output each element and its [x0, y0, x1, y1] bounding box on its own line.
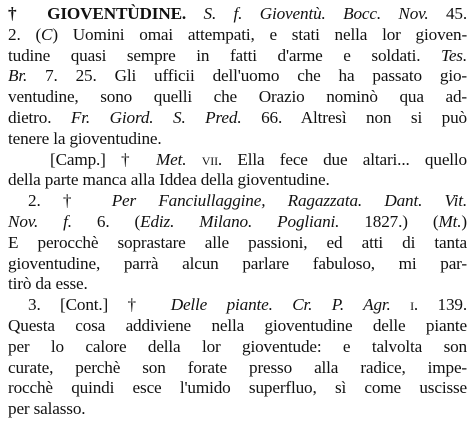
- entry-text: tudine quasi sempre in fatti d'arme e soldati.: [8, 45, 441, 65]
- entry-text: per lo calore della lor gioventude: e talvolta son: [8, 336, 467, 356]
- entry-text: 6. (: [71, 211, 141, 231]
- entry-line: [8, 108, 467, 129]
- entry-text: vii.: [186, 149, 238, 169]
- citation-text: Met.: [155, 149, 187, 169]
- entry-line: [8, 295, 467, 316]
- entry-line: [8, 46, 467, 67]
- entry-text: i.: [390, 295, 438, 315]
- entry-line: [8, 170, 467, 191]
- entry-line: [8, 87, 467, 108]
- entry-text: ) Uomini omai attempati, e stati nella lor gioven-: [52, 24, 468, 44]
- entry-text: 139.: [437, 295, 467, 315]
- entry-text: 3. [Cont.] †: [28, 295, 171, 315]
- entry-line: [8, 66, 467, 87]
- entry-text: 66. Altresì non si può: [241, 107, 467, 127]
- entry-line: [8, 129, 467, 150]
- entry-line: [8, 150, 467, 171]
- citation-text: Delle piante. Cr. P. Agr.: [170, 295, 391, 315]
- entry-line: [8, 399, 467, 420]
- citation-text: Nov. f.: [8, 211, 72, 231]
- entry-text: della parte manca alla Iddea della gioventudine.: [8, 170, 330, 190]
- citation-text: C: [41, 24, 53, 44]
- entry-text: 7. 25. Gli ufficii dell'uomo che ha passato gio-: [27, 66, 467, 86]
- entry-text: tirò da esse.: [8, 274, 88, 294]
- headword: † GIOVENTÙDINE.: [8, 4, 187, 23]
- citation-text: Br.: [8, 66, 28, 86]
- entry-line: [8, 378, 467, 399]
- entry-text: 45.: [428, 4, 468, 23]
- entry-text: E perocchè soprastare alle passioni, ed atti di tanta: [8, 232, 467, 252]
- entry-text: gioventudine, parrà alcun parlare fabuloso, mi par-: [8, 253, 467, 273]
- entry-line: [8, 191, 467, 212]
- entry-line: [8, 337, 467, 358]
- entry-text: Questa cosa addiviene nella gioventudine delle piante: [8, 315, 467, 335]
- citation-text: Ediz. Milano. Pogliani.: [140, 211, 340, 231]
- entry-text: ): [461, 211, 467, 231]
- entry-text: per salasso.: [8, 399, 86, 419]
- entry-text: rocchè quindi esce l'umido superfluo, sì come uscisse: [8, 378, 467, 398]
- entry-line: [8, 233, 467, 254]
- entry-text: tenere la gioventudine.: [8, 128, 162, 148]
- citation-text: Per Fanciullaggine, Ragazzata. Dant. Vit.: [111, 191, 467, 211]
- entry-line: [8, 212, 467, 233]
- entry-line: [8, 4, 467, 25]
- entry-line: [8, 358, 467, 379]
- entry-text: dietro.: [8, 107, 71, 127]
- citation-text: S. f. Gioventù. Bocc. Nov.: [203, 4, 429, 23]
- entry-line: [8, 25, 467, 46]
- entry-line: [8, 316, 467, 337]
- entry-text: 2. †: [28, 191, 112, 211]
- entry-text: [186, 4, 203, 23]
- entry-line: [8, 254, 467, 275]
- entry-text: 1827.) (: [339, 211, 439, 231]
- citation-text: Fr. Giord. S. Pred.: [70, 107, 242, 127]
- entry-text: Ella fece due altari... quello: [237, 149, 467, 169]
- entry-text: ventudine, sono quelli che Orazio nominò qua ad-: [8, 87, 467, 107]
- citation-text: Mt.: [438, 211, 462, 231]
- entry-line: [8, 274, 467, 295]
- entry-text: 2. (: [8, 24, 42, 44]
- entry-text: curate, perchè son forate presso alla radice, impe-: [8, 357, 467, 377]
- citation-text: Tes.: [441, 45, 467, 65]
- entry-text: [Camp.] †: [50, 149, 156, 169]
